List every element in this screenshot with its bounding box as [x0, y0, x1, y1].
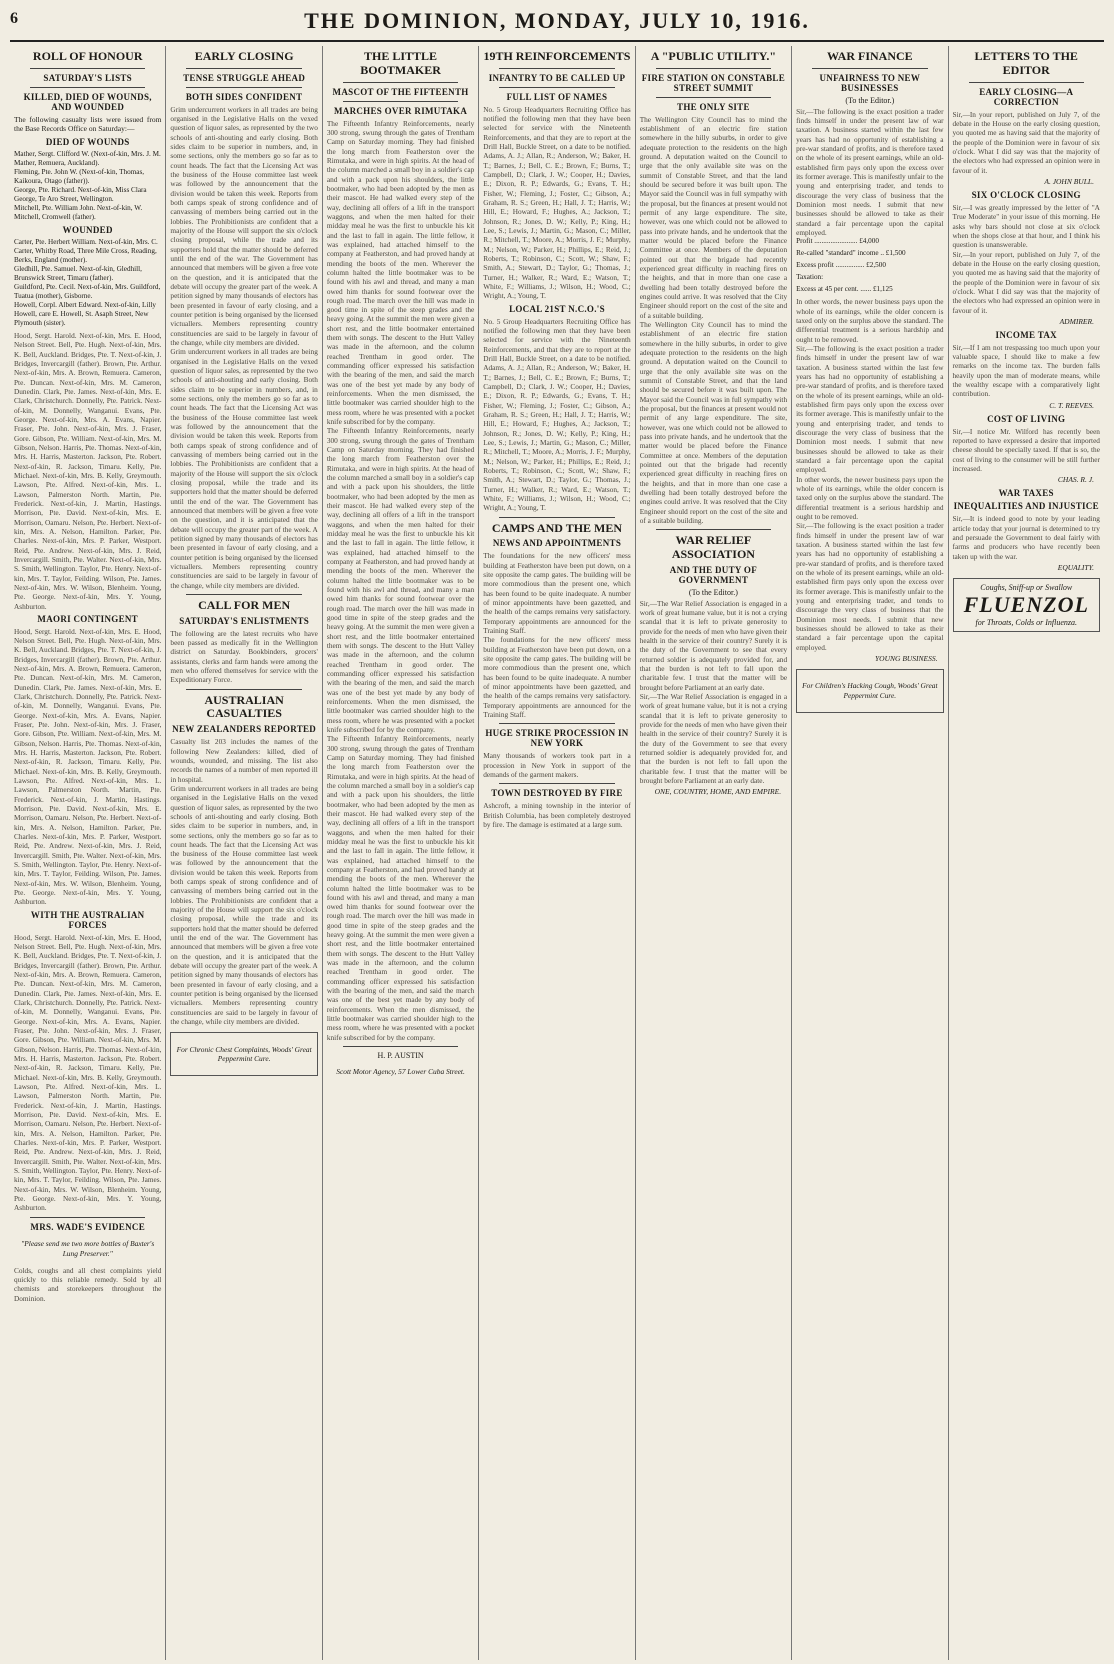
column-letters — [949, 46, 1104, 1660]
casualty-list: Carter, Pte. Herbert William. Next-of-kin, Mrs. C. Carter, Whitby Road, Three Mile Cross, Reading, Berks, England (mother). Gledhill, Pte. Samuel. Next-of-kin, Gledhill, Brunswick Street, Timaru (father). Guildford, Pte. Cecil. Next-of-kin, Mrs. Guildford, Tuatua (mother), Gisborne. Howell, Corpl. Albert Edward. Next-of-kin, Lilly Howell, care E. Howell, St. Asaph Street, New Plymouth (sister). — [14, 237, 161, 327]
article-body: No. 5 Group Headquarters Recruiting Office has notified the following men that they have been selected for service with the Nineteenth Reinforcements, and that they are to report at the Drill Hall, Buckle Street, on a date to be notified. Adams, A. J.; Allan, R.; Anderson, W.; Baker, H. T.; Barnes, J.; Bell, C. E.; Brown, F.; Burns, T.; Campbell, D.; Clark, J. W.; Cooper, H.; Davies, E.; Dixon, R. P.; Edwards, G.; Evans, T. H.; Fisher, W.; Fleming, J.; Foster, C.; Gibson, A.; Graham, R. S.; Green, H.; Hall, J. T.; Harris, W.; Hill, E.; Howard, F.; Hughes, A.; Jackson, T.; Johnson, R.; Jones, D. W.; Kelly, P.; King, H.; Lee, S.; Lewis, J.; Martin, G.; Mason, C.; Miller, R.; Mitchell, T.; Moore, A.; Morris, J. F.; Murphy, M.; Nelson, W.; Parker, H.; Phillips, E.; Reid, J.; Roberts, T.; Robinson, C.; Scott, W.; Shaw, F.; Smith, A.; Stewart, D.; Taylor, G.; Thomas, J.; Turner, H.; Walker, R.; Ward, E.; Watson, T.; White, F.; Williams, J.; Wilson, H.; Wood, C.; Wright, A.; Young, T. — [483, 104, 631, 301]
section-heading: WOUNDED — [62, 224, 113, 235]
headline: ROLL OF HONOUR — [32, 49, 143, 63]
article-body: The Fifteenth Infantry Reinforcements, nearly 300 strong, swung through the gates of Trentham Camp on Saturday morning. They had finished the long march from Featherston over the Rimutaka, and were in high spirits. At the head of the column marched a small boy in a soldier's cap and with a pack upon his shoulders, the little bootmaker, who had been adopted by the men as their mascot. He had walked every step of the way, declining all offers of a lift in the transport waggons, and when the men halted for their midday meal he was the first to unbuckle his kit and the last to fall in again. The little fellow, it was explained, had attached himself to the company at Featherston, and had proved handy at mending the boots of the men. Wherever the column halted the little bootmaker was to be found with his awl and thread, and many a man owed him thanks for sound footwear over the rough road. The march over the hill was made in good time in spite of the steep grades and the heavy going. At the summit the men were given a short rest, and the little bootmaker entertained them with songs. The descent to the Hutt Valley was made in the afternoon, and the column reached Trentham in good order. The commanding officer expressed his satisfaction with the bearing of the men, and said the march was one of the best yet made by any body of reinforcements. When the men dismissed, the little bootmaker was carried shoulder high to the mess room, where he was presented with a pocket knife subscribed for by the company. — [326, 118, 475, 427]
headline: 19TH REINFORCEMENTS — [483, 49, 631, 63]
advert-box — [796, 669, 943, 713]
column-reinforcements — [479, 46, 635, 1660]
subheading: COST OF LIVING — [987, 413, 1066, 424]
article-body: Grim undercurrent workers in all trades are being organised in the Legislative Halls on the vexed question of liquor sales, as represented by the two schools of anti-shouting and early closing. Both sides claim to be superior in numbers, and, in some sections, only the members go so far as to count heads. The fact that the Licensing Act was the business of the House committee last week was followed by the announcement that the division would be taken this week. Reports from both camps speak of strong confidence and of canvassing of members being carried out in the lobbies. The Prohibitionists are confident that a majority of the House will support the six o'clock closing proposal, while the trade and its supporters hold that the matter should be deferred until the end of the war. The Government has announced that members will be given a free vote on the question, and it is anticipated that the debate will occupy the greater part of the week. A petition signed by many thousands of electors has been presented in favour of early closing, and a counter petition is being organised by the licensed victuallers. Members representing country constituencies are said to be largely in favour of the change, while city members are divided. — [170, 104, 318, 347]
divider — [812, 68, 927, 69]
subheading: FIRE STATION ON CONSTABLE STREET SUMMIT — [641, 72, 786, 93]
casualty-list-continued: Hood, Sergt. Harold. Next-of-kin, Mrs. E. Hood, Nelson Street. Bell, Pte. Hugh. Next-of-kin, Mrs. K. Bell, Auckland. Bridges, Pte. T. Next-of-kin, J. Bridges, Invercargill (father). Brown, Pte. Arthur. Next-of-kin, Mrs. A. Brown, Remuera. Cameron, Pte. Duncan. Next-of-kin, Mrs. M. Cameron, Dunedin. Clark, Pte. James. Next-of-kin, Mrs. E. Clark, Christchurch. Donnelly, Pte. Patrick. Next-of-kin, M. Donnelly, Wanganui. Evans, Pte. George. Next-of-kin, Mrs. A. Evans, Napier. Fraser, Pte. John. Next-of-kin, Mrs. J. Fraser, Gore. Gibson, Pte. William. Next-of-kin, Mrs. M. Gibson, Nelson. Harris, Pte. Thomas. Next-of-kin, Mrs. H. Harris, Masterton. Jackson, Pte. Robert. Next-of-kin, R. Jackson, Timaru. Kelly, Pte. Michael. Next-of-kin, Mrs. B. Kelly, Greymouth. Lawson, Pte. Alfred. Next-of-kin, Mrs. L. Lawson, Palmerston North. Martin, Pte. Frederick. Next-of-kin, J. Martin, Hastings. Morrison, Pte. David. Next-of-kin, Mrs. E. Morrison, Oamaru. Nelson, Pte. Herbert. Next-of-kin, Mrs. A. Nelson, Hamilton. Parker, Pte. Charles. Next-of-kin, Mrs. P. Parker, Westport. Reid, Pte. Andrew. Next-of-kin, Mrs. J. Reid, Invercargill. Smith, Pte. Walter. Next-of-kin, Mrs. S. Smith, Wellington. Taylor, Pte. Henry. Next-of-kin, Mrs. T. Taylor, Feilding. Wilson, Pte. James. Next-of-kin, Mrs. W. Wilson, Blenheim. Young, Pte. George. Next-of-kin, Mrs. Y. Young, Ashburton. — [14, 932, 162, 1213]
letter-signature: ADMIRER. — [1059, 316, 1094, 326]
advert-text: For Children's Hacking Cough, Woods' Great Peppermint Cure. — [802, 681, 938, 700]
letter-signature: ONE, COUNTRY, HOME, AND EMPIRE. — [654, 787, 782, 797]
advert-heading: MRS. WADE'S EVIDENCE — [30, 1221, 146, 1232]
subheading: WAR TAXES — [998, 488, 1054, 499]
subheading: SATURDAY'S ENLISTMENTS — [179, 615, 310, 626]
calc-line: Taxation: — [796, 273, 824, 282]
newspaper-title: THE DOMINION, MONDAY, JULY 10, 1916. — [304, 8, 810, 33]
subheading: INCOME TAX — [995, 329, 1057, 340]
subheading: NEW ZEALANDERS REPORTED — [172, 724, 317, 735]
divider — [499, 723, 614, 724]
divider — [186, 689, 301, 690]
divider — [969, 82, 1084, 83]
salutation: (To the Editor.) — [688, 587, 738, 597]
section-heading: DIED OF WOUNDS — [45, 136, 130, 147]
subheading: INEQUALITIES AND INJUSTICE — [953, 501, 1099, 512]
letter-body: Sir,—The following is the exact position a trader finds himself in under the present law of war taxation. A business started within the last few years has had no opportunity of establishing a pre-war standard of profits, and is therefore taxed on the whole of its present earnings, while an old-established firm pays only upon the excess over its former average. This is manifestly unfair to the young and enterprising trader, and tends to discourage the very class of business that the Dominion most needs. I submit that new businesses should be allowed to take as their standard a fair percentage upon the capital employed. — [796, 344, 944, 475]
article-body: The Fifteenth Infantry Reinforcements, nearly 300 strong, swung through the gates of Trentham Camp on Saturday morning. They had finished the long march from Featherston over the Rimutaka, and were in high spirits. At the head of the column marched a small boy in a soldier's cap and with a pack upon his shoulders, the little bootmaker, who had been adopted by the men as their mascot. He had walked every step of the way, declining all offers of a lift in the transport waggons, and when the men halted for their midday meal he was the first to unbuckle his kit and the last to fall in again. The little fellow, it was explained, had attached himself to the company at Featherston, and had proved handy at mending the boots of the men. Wherever the column halted the little bootmaker was to be found with his awl and thread, and many a man owed him thanks for sound footwear over the rough road. The march over the hill was made in good time in spite of the steep grades and the heavy going. At the summit the men were given a short rest, and the little bootmaker entertained them with songs. The descent to the Hutt Valley was made in the afternoon, and the column reached Trentham in good order. The commanding officer expressed his satisfaction with the bearing of the men, and said the march was one of the best yet made by any body of reinforcements. When the men dismissed, the little bootmaker was carried shoulder high to the mess room, where he was presented with a pocket knife subscribed for by the company. — [326, 426, 475, 734]
article-body: Grim undercurrent workers in all trades are being organised in the Legislative Halls on the vexed question of liquor sales, as represented by the two schools of anti-shouting and early closing. Both sides claim to be superior in numbers, and, in some sections, only the members go so far as to count heads. The fact that the Licensing Act was the business of the House committee last week was followed by the announcement that the division would be taken this week. Reports from both camps speak of strong confidence and of canvassing of members being carried out in the lobbies. The Prohibitionists are confident that a majority of the House will support the six o'clock closing proposal, while the trade and its supporters hold that the matter should be deferred until the end of the war. The Government has announced that members will be given a free vote on the question, and it is anticipated that the debate will occupy the greater part of the week. A petition signed by many thousands of electors has been presented in favour of early closing, and a counter petition is being organised by the licensed victuallers. Members representing country constituencies are said to be largely in favour of the change, while city members are divided. — [170, 783, 318, 1027]
headline: CAMPS AND THE MEN — [491, 520, 623, 535]
subheading: KILLED, DIED OF WOUNDS, AND WOUNDED — [23, 91, 152, 112]
headline: WAR RELIEF ASSOCIATION — [671, 533, 755, 562]
divider — [499, 87, 614, 88]
headline: CALL FOR MEN — [198, 597, 291, 612]
letter-body: Sir,—It is indeed good to note by your leading article today that your journal is determined to try and persuade the Government to deal fairly with farms and producers who have recently been taken up with the war. — [952, 514, 1100, 561]
calc-line: Excess profit ................ £2,500 — [796, 261, 886, 270]
divider — [186, 594, 301, 595]
advert-box — [170, 1032, 317, 1076]
masthead — [10, 6, 1104, 42]
subheading: SIX O'CLOCK CLOSING — [971, 189, 1081, 200]
letter-body: Sir,—I notice Mr. Wilford has recently been reported to have expressed a desire that imported cheese should be specially taxed. If that is so, the cost of living to the consumer will be still further increased. — [952, 426, 1100, 474]
calc-line: Re-called "standard" income .. £1,500 — [796, 249, 906, 258]
article-intro: The following casualty lists were issued from the Base Records Office on Saturday:— — [14, 114, 162, 134]
casualty-list-continued: Hood, Sergt. Harold. Next-of-kin, Mrs. E. Hood, Nelson Street. Bell, Pte. Hugh. Next-of-kin, Mrs. K. Bell, Auckland. Bridges, Pte. T. Next-of-kin, J. Bridges, Invercargill (father). Brown, Pte. Arthur. Next-of-kin, Mrs. A. Brown, Remuera. Cameron, Pte. Duncan. Next-of-kin, Mrs. M. Cameron, Dunedin. Clark, Pte. James. Next-of-kin, Mrs. E. Clark, Christchurch. Donnelly, Pte. Patrick. Next-of-kin, M. Donnelly, Wanganui. Evans, Pte. George. Next-of-kin, Mrs. A. Evans, Napier. Fraser, Pte. John. Next-of-kin, Mrs. J. Fraser, Gore. Gibson, Pte. William. Next-of-kin, Mrs. M. Gibson, Nelson. Harris, Pte. Thomas. Next-of-kin, Mrs. H. Harris, Masterton. Jackson, Pte. Robert. Next-of-kin, R. Jackson, Timaru. Kelly, Pte. Michael. Next-of-kin, Mrs. B. Kelly, Greymouth. Lawson, Pte. Alfred. Next-of-kin, Mrs. L. Lawson, Palmerston North. Martin, Pte. Frederick. Next-of-kin, J. Martin, Hastings. Morrison, Pte. David. Next-of-kin, Mrs. E. Morrison, Oamaru. Nelson, Pte. Herbert. Next-of-kin, Mrs. A. Nelson, Hamilton. Parker, Pte. Charles. Next-of-kin, Mrs. P. Parker, Westport. Reid, Pte. Andrew. Next-of-kin, Mrs. J. Reid, Invercargill. Smith, Pte. Walter. Next-of-kin, Mrs. S. Smith, Wellington. Taylor, Pte. Henry. Next-of-kin, Mrs. T. Taylor, Feilding. Wilson, Pte. James. Next-of-kin, Mrs. W. Wilson, Blenheim. Young, Pte. George. Next-of-kin, Mrs. Y. Young, Ashburton. — [14, 626, 162, 907]
article-body: Ashcroft, a mining township in the interior of British Columbia, has been completely destroyed by fire. The damage is estimated at a large sum. — [483, 801, 631, 829]
calc-line: Excess at 45 per cent. ...... £1,125 — [796, 285, 893, 294]
divider — [656, 68, 771, 69]
section-heading: MAORI CONTINGENT — [37, 613, 138, 624]
fluenzol-advert — [953, 578, 1100, 632]
divider — [186, 68, 301, 69]
divider — [30, 87, 145, 88]
columns — [10, 46, 1104, 1660]
letter-signature: EQUALITY. — [1057, 563, 1094, 573]
casualty-list-continued: Hood, Sergt. Harold. Next-of-kin, Mrs. E. Hood, Nelson Street. Bell, Pte. Hugh. Next-of-kin, Mrs. K. Bell, Auckland. Bridges, Pte. T. Next-of-kin, J. Bridges, Invercargill (father). Brown, Pte. Arthur. Next-of-kin, Mrs. A. Brown, Remuera. Cameron, Pte. Duncan. Next-of-kin, Mrs. M. Cameron, Dunedin. Clark, Pte. James. Next-of-kin, Mrs. E. Clark, Christchurch. Donnelly, Pte. Patrick. Next-of-kin, M. Donnelly, Wanganui. Evans, Pte. George. Next-of-kin, Mrs. A. Evans, Napier. Fraser, Pte. John. Next-of-kin, Mrs. J. Fraser, Gore. Gibson, Pte. William. Next-of-kin, Mrs. M. Gibson, Nelson. Harris, Pte. Thomas. Next-of-kin, Mrs. H. Harris, Masterton. Jackson, Pte. Robert. Next-of-kin, R. Jackson, Timaru. Kelly, Pte. Michael. Next-of-kin, Mrs. B. Kelly, Greymouth. Lawson, Pte. Alfred. Next-of-kin, Mrs. L. Lawson, Palmerston North. Martin, Pte. Frederick. Next-of-kin, J. Martin, Hastings. Morrison, Pte. David. Next-of-kin, Mrs. E. Morrison, Oamaru. Nelson, Pte. Herbert. Next-of-kin, Mrs. A. Nelson, Hamilton. Parker, Pte. Charles. Next-of-kin, Mrs. P. Parker, Westport. Reid, Pte. Andrew. Next-of-kin, Mrs. J. Reid, Invercargill. Smith, Pte. Walter. Next-of-kin, Mrs. S. Smith, Wellington. Taylor, Pte. Henry. Next-of-kin, Mrs. T. Taylor, Feilding. Wilson, Pte. James. Next-of-kin, Mrs. W. Wilson, Blenheim. Young, Pte. George. Next-of-kin, Mrs. Y. Young, Ashburton. — [14, 330, 162, 611]
subheading: FULL LIST OF NAMES — [506, 91, 608, 102]
letter-body: In other words, the newer business pays upon the whole of its earnings, while the older concern is taxed only on the surplus above the standard. The differential treatment is a serious hardship and ought to be removed. — [796, 474, 944, 521]
section-heading: LOCAL 21ST N.C.O.'S — [509, 303, 605, 314]
divider — [343, 82, 458, 83]
headline: THE LITTLE BOOTMAKER — [360, 49, 441, 77]
article-body: The Wellington City Council has to mind the establishment of an electric fire station somewhere in the hilly suburbs, in order to give adequate protection to the residents on the high ground. A deputation waited on the Council to urge that the only available site was on the summit of Constable Street, and that the land should be secured before it was built upon. The Mayor said the Council was in full sympathy with the proposal, but the finances at present would not permit of any large expenditure. The site, however, was one which could not be allowed to pass into private hands, and he undertook that the matter would be placed before the Finance Committee at once. Members of the deputation pointed out that the brigade had recently experienced great difficulty in reaching fires on the heights, and that in more than one case a dwelling had been totally destroyed before the engines could arrive. It was resolved that the City Engineer should report on the cost of the site and of a suitable building. — [639, 320, 788, 525]
advert-quote: "Please send me two more bottles of Baxter's Lung Preserver." — [21, 1238, 155, 1258]
headline: AUSTRALIAN CASUALTIES — [204, 692, 284, 721]
divider — [30, 1217, 145, 1218]
subheading: NEWS AND APPOINTMENTS — [492, 538, 622, 549]
divider — [499, 517, 614, 518]
letter-body: Sir,—In your report, published on July 7, of the debate in the House on the early closing question, you quoted me as having said that the majority of the people of the Dominion were in favour of six o'clock. What I did say was that the majority of the electors who had expressed an opinion were in favour of it. — [952, 249, 1100, 315]
section-heading: TOWN DESTROYED BY FIRE — [491, 788, 623, 799]
letter-signature: YOUNG BUSINESS. — [875, 653, 938, 663]
article-body: Casualty list 203 includes the names of the following New Zealanders: killed, died of wounds, wounded, and missing. The list also records the names of a number of men reported ill in hospital. — [170, 737, 318, 784]
divider — [656, 529, 771, 530]
section-heading: WITH THE AUSTRALIAN FORCES — [30, 909, 145, 930]
subheading: TENSE STRUGGLE AHEAD — [183, 72, 306, 83]
subheading: AND THE DUTY OF GOVERNMENT — [669, 564, 758, 585]
letter-body: Sir,—In your report, published on July 7, of the debate in the House on the early closing question, you quoted me as having said that the majority of the people of the Dominion were in favour of six o'clock. What I did say was that the majority of the electors who had expressed an opinion were in favour of it. — [952, 109, 1100, 175]
salutation: (To the Editor.) — [845, 95, 895, 105]
article-body: No. 5 Group Headquarters Recruiting Office has notified the following men that they have been selected for service with the Nineteenth Reinforcements, and that they are to report at the Drill Hall, Buckle Street, on a date to be notified. Adams, A. J.; Allan, R.; Anderson, W.; Baker, H. T.; Barnes, J.; Bell, C. E.; Brown, F.; Burns, T.; Campbell, D.; Clark, J. W.; Cooper, H.; Davies, E.; Dixon, R. P.; Edwards, G.; Evans, T. H.; Fisher, W.; Fleming, J.; Foster, C.; Gibson, A.; Graham, R. S.; Green, H.; Hall, J. T.; Harris, W.; Hill, E.; Howard, F.; Hughes, A.; Jackson, T.; Johnson, R.; Jones, D. W.; Kelly, P.; King, H.; Lee, S.; Lewis, J.; Martin, G.; Mason, C.; Miller, R.; Mitchell, T.; Moore, A.; Morris, J. F.; Murphy, M.; Nelson, W.; Parker, H.; Phillips, E.; Reid, J.; Roberts, T.; Robinson, C.; Scott, W.; Shaw, F.; Smith, A.; Stewart, D.; Taylor, G.; Thomas, J.; Turner, H.; Walker, R.; Ward, E.; Watson, T.; White, F.; Williams, J.; Wilson, H.; Wood, C.; Wright, A.; Young, T. — [483, 316, 631, 513]
divider — [343, 101, 458, 102]
article-body: The Fifteenth Infantry Reinforcements, nearly 300 strong, swung through the gates of Trentham Camp on Saturday morning. They had finished the long march from Featherston over the Rimutaka, and were in high spirits. At the head of the column marched a small boy in a soldier's cap and with a pack upon his shoulders, the little bootmaker, who had been adopted by the men as their mascot. He had walked every step of the way, declining all offers of a lift in the transport waggons, and when the men halted for their midday meal he was the first to unbuckle his kit and the last to fall in again. The little fellow, it was explained, had attached himself to the company at Featherston, and had proved handy at mending the boots of the men. Wherever the column halted the little bootmaker was to be found with his awl and thread, and many a man owed him thanks for sound footwear over the rough road. The march over the hill was made in good time in spite of the steep grades and the heavy going. At the summit the men were given a short rest, and the little bootmaker entertained them with songs. The descent to the Hutt Valley was made in the afternoon, and the column reached Trentham in good order. The commanding officer expressed his satisfaction with the bearing of the men, and said the march was one of the best yet made by any body of reinforcements. When the men dismissed, the little bootmaker was carried shoulder high to the mess room, where he was presented with a pocket knife subscribed for by the company. — [326, 734, 475, 1042]
advert-name: H. P. AUSTIN — [377, 1051, 424, 1061]
calc-line: Profit ........................ £4,000 — [796, 237, 879, 246]
subheading: MASCOT OF THE FIFTEENTH — [332, 86, 469, 97]
subheading: SATURDAY'S LISTS — [43, 72, 132, 83]
column-public-utility — [636, 46, 792, 1660]
subheading: UNFAIRNESS TO NEW BUSINESSES — [819, 72, 921, 93]
headline: EARLY CLOSING — [194, 49, 294, 63]
column-roll-of-honour — [10, 46, 166, 1660]
headline: WAR FINANCE — [826, 49, 913, 63]
letter-body: Sir,—The War Relief Association is engaged in a work of great humane value, but it is not a crying scandal that it is left to private generosity to provide for the needs of men who have given their health in the service of their country? Surely it is the duty of the Government to see that every returned soldier is adequately provided for, and that the burden is not left to fall upon the charitable few. I trust that the matter will be brought before Parliament at an early date. — [639, 598, 788, 692]
divider — [499, 68, 614, 69]
letter-body: In other words, the newer business pays upon the whole of its earnings, while the older concern is taxed only on the surplus above the standard. The differential treatment is a serious hardship and ought to be removed. — [796, 297, 944, 344]
article-body: The foundations for the new officers' mess building at Featherston have been put down, on a site opposite the camp gates. The building will be more commodious than the present one, which has been found to be quite inadequate. A number of minor appointments have been gazetted, and the health of the camps remains very satisfactory. Temporary appointments are announced for the Training Staff. — [483, 635, 631, 719]
subheading: INFANTRY TO BE CALLED UP — [488, 72, 626, 83]
headline: A "PUBLIC UTILITY." — [650, 49, 777, 63]
article-body: The foundations for the new officers' mess building at Featherston have been put down, on a site opposite the camp gates. The building will be more commodious than the present one, which has been found to be quite inadequate. A number of minor appointments have been gazetted, and the health of the camps remains very satisfactory. Temporary appointments are announced for the Training Staff. — [483, 551, 631, 635]
advert-subline: for Throats, Colds or Influenza. — [975, 618, 1077, 628]
article-body: Grim undercurrent workers in all trades are being organised in the Legislative Halls on the vexed question of liquor sales, as represented by the two schools of anti-shouting and early closing. Both sides claim to be superior in numbers, and, in some sections, only the members go so far as to count heads. The fact that the Licensing Act was the business of the House committee last week was followed by the announcement that the division would be taken this week. Reports from both camps speak of strong confidence and of canvassing of members being carried out in the lobbies. The Prohibitionists are confident that a majority of the House will support the six o'clock closing proposal, while the trade and its supporters hold that the matter should be deferred until the end of the war. The Government has announced that members will be given a free vote on the question, and it is anticipated that the debate will occupy the greater part of the week. A petition signed by many thousands of electors has been presented in favour of early closing, and a counter petition is being organised by the licensed victuallers. Members representing country constituencies are said to be largely in favour of the change, while city members are divided. — [170, 347, 318, 590]
advert-text: Colds, coughs and all chest complaints yield quickly to this reliable remedy. Sold by all chemists and storekeepers throughout the Dominion. — [14, 1265, 162, 1303]
column-early-closing — [166, 46, 322, 1660]
column-little-bootmaker — [323, 46, 479, 1660]
advert-tagline: Coughs, Sniff-up or Swallow — [980, 583, 1073, 593]
article-body: Many thousands of workers took part in a procession in New York in support of the demands of the garment makers. — [483, 751, 631, 779]
letter-signature: CHAS. R. J. — [1057, 475, 1094, 485]
letter-signature: A. JOHN BULL. — [1044, 176, 1094, 186]
subheading: MARCHES OVER RIMUTAKA — [333, 105, 468, 116]
subheading: BOTH SIDES CONFIDENT — [185, 91, 303, 102]
section-heading: HUGE STRIKE PROCESSION IN NEW YORK — [485, 728, 629, 749]
letter-body: Sir,—I was greatly impressed by the letter of "A True Moderate" in your issue of this morning. He asks why bars should not close at six o'clock when the shops close at that hour, and I think his question is unanswerable. — [952, 202, 1100, 250]
page-number: 6 — [10, 10, 18, 27]
letter-body: Sir,—The War Relief Association is engaged in a work of great humane value, but it is not a crying scandal that it is left to private generosity to provide for the needs of men who have given their health in the service of their country? Surely it is the duty of the Government to see that every returned soldier is adequately provided for, and that the burden is not left to fall upon the charitable few. I trust that the matter will be brought before Parliament at an early date. — [639, 692, 788, 786]
letter-signature: C. T. REEVES. — [1049, 400, 1094, 410]
divider — [499, 783, 614, 784]
letter-body: Sir,—The following is the exact position a trader finds himself in under the present law of war taxation. A business started within the last few years has had no opportunity of establishing a pre-war standard of profits, and is therefore taxed on the whole of its present earnings, while an old-established firm pays only upon the excess over its former average. This is manifestly unfair to the young and enterprising trader, and tends to discourage the very class of business that the Dominion most needs. I submit that new businesses should be allowed to take as their standard a fair percentage upon the capital employed. — [796, 521, 944, 652]
divider — [656, 97, 771, 98]
subheading: EARLY CLOSING—A CORRECTION — [979, 86, 1074, 107]
advert-text: Scott Motor Agency, 57 Lower Cuba Street. — [336, 1067, 465, 1077]
article-body: The following are the latest recruits who have been passed as medically fit in the Wellington district on Saturday. Bookbinders, grocers' assistants, clerks and farm hands were among the men who offered themselves for service with the Expeditionary Force. — [170, 628, 318, 685]
advert-brand: FLUENZOL — [963, 592, 1089, 618]
headline: LETTERS TO THE EDITOR — [974, 49, 1078, 77]
casualty-list: Mather, Sergt. Clifford W. (Next-of-kin, Mrs. J. M. Mather, Remuera, Auckland). Fleming, Pte. John W. (Next-of-kin, Thomas, Kaikoura, Otago (father)). George, Pte. Richard. Next-of-kin, Miss Clara George, Te Aro Street, Wellington. Mitchell, Pte. William John. Next-of-kin, W. Mitchell, Cromwell (father). — [14, 149, 161, 221]
divider — [343, 1046, 458, 1047]
advert-text: For Chronic Chest Complaints, Woods' Great Peppermint Cure. — [176, 1044, 312, 1064]
article-body: The Wellington City Council has to mind the establishment of an electric fire station somewhere in the hilly suburbs, in order to give adequate protection to the residents on the high ground. A deputation waited on the Council to urge that the only available site was on the summit of Constable Street, and that the land should be secured before it was built upon. The Mayor said the Council was in full sympathy with the proposal, but the finances at present would not permit of any large expenditure. The site, however, was one which could not be allowed to pass into private hands, and he undertook that the matter would be placed before the Finance Committee at once. Members of the deputation pointed out that the brigade had recently experienced great difficulty in reaching fires on the heights, and that in more than one case a dwelling had been totally destroyed before the engines could arrive. It was resolved that the City Engineer should report on the cost of the site and of a suitable building. — [639, 114, 788, 320]
letter-body: Sir,—If I am not trespassing too much upon your valuable space, I should like to make a few remarks on the income tax. The burden falls heavily upon the man of moderate means, while the wealthy escape with a comparatively light contribution. — [952, 342, 1100, 399]
divider — [30, 68, 145, 69]
divider — [186, 87, 301, 88]
column-war-finance — [792, 46, 948, 1660]
letter-body: Sir,—The following is the exact position a trader finds himself in under the present law of war taxation. A business started within the last few years has had no opportunity of establishing a pre-war standard of profits, and is therefore taxed on the whole of its present earnings, while an old-established firm pays only upon the excess over its former average. This is manifestly unfair to the young and enterprising trader, and tends to discourage the very class of business that the Dominion most needs. I submit that new businesses should be allowed to take as their standard a fair percentage upon the capital employed. — [796, 106, 944, 238]
subheading: THE ONLY SITE — [677, 101, 750, 112]
